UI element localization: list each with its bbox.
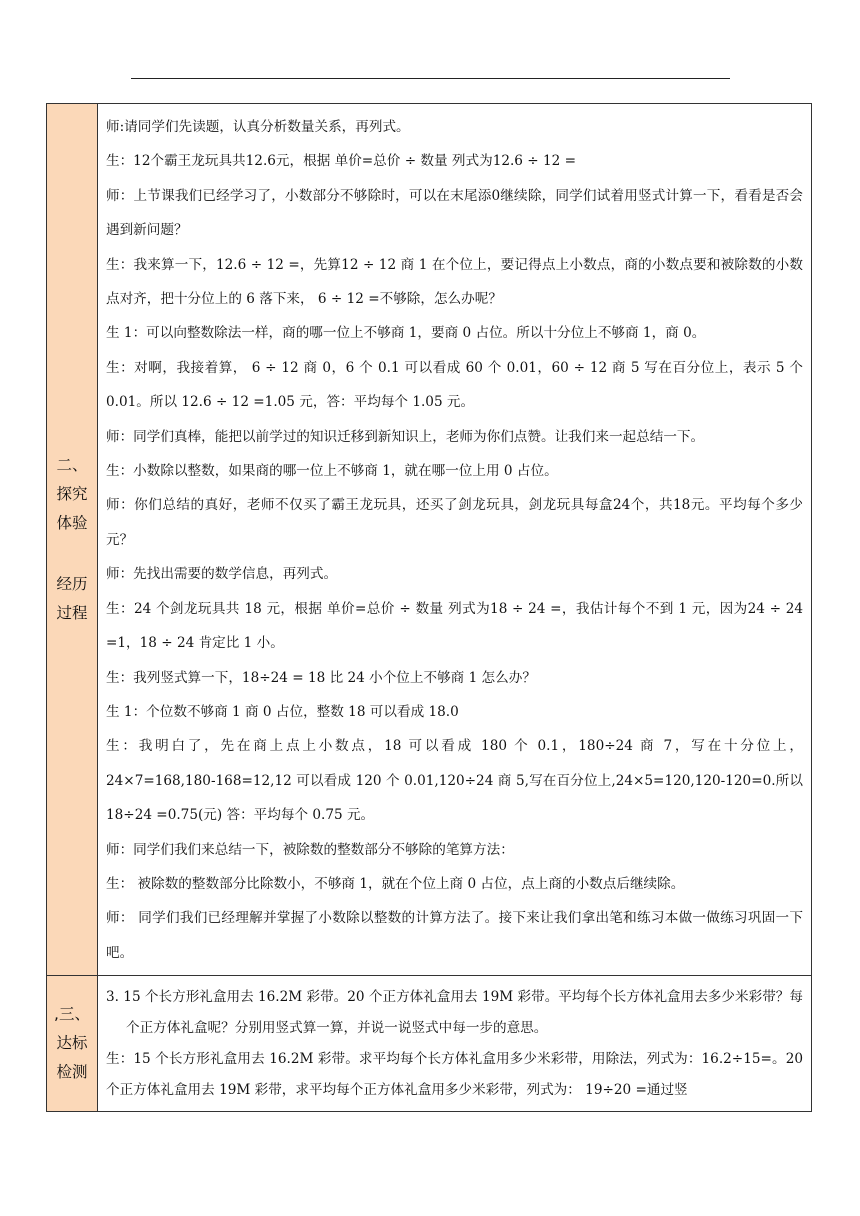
lesson-plan-table bbox=[46, 103, 812, 1112]
dialogue-line: 生：12个霸王龙玩具共12.6元，根据 单价=总价 ÷ 数量 列式为12.6 ÷ 12 = bbox=[106, 153, 576, 170]
dialogue-line: 生：15 个长方形礼盒用去 16.2M 彩带。求平均每个长方体礼盒用多少米彩带，用除法，列式为：16.2÷15=。20 个正方体礼盒用去 19M 彩带，求平均每个正方体礼盒用多少米彩带，列式为： 19÷20 =通过竖 bbox=[106, 1051, 803, 1099]
section-content-cell bbox=[98, 976, 812, 1112]
section-label-line: 达标 bbox=[56, 1034, 88, 1053]
dialogue-line: 师：同学们我们来总结一下，被除数的整数部分不够除的笔算方法： bbox=[106, 841, 514, 858]
section-exploration-row bbox=[47, 104, 812, 976]
dialogue-line: 生：24 个剑龙玩具共 18 元，根据 单价=总价 ÷ 数量 列式为18 ÷ 24 =，我估计每个不到 1 元，因为24 ÷ 24 =1，18 ÷ 24 肯定比 1 小。 bbox=[106, 600, 803, 652]
dialogue-line: 生：我列竖式算一下，18÷24 = 18 比 24 小个位上不够商 1 怎么办？ bbox=[106, 669, 536, 686]
section-label-cell bbox=[47, 976, 98, 1112]
section-content-cell bbox=[98, 104, 812, 976]
dialogue-line: 生 1：个位数不够商 1 商 0 占位，整数 18 可以看成 18.0 bbox=[106, 703, 459, 720]
dialogue-line: 师:请同学们先读题，认真分析数量关系，再列式。 bbox=[106, 119, 410, 135]
section-label-line: 检测 bbox=[56, 1063, 88, 1082]
section-label-line: 过程 bbox=[56, 604, 88, 623]
section-label-line: 二、 bbox=[56, 456, 88, 475]
dialogue-line: 生：我明白了，先在商上点上小数点，18 可以看成 180 个 0.1，180÷24 商 7，写在十分位上，24×7=168,180-168=12,12 可以看成 120 个 0.01,120÷24 商 5,写在百分位上,24×5=120,120-120=0.所以 18÷24 =0.75(元) 答：平均每个 0.75 元。 bbox=[106, 738, 803, 824]
section-assessment-row bbox=[47, 976, 812, 1112]
exercise-question: 3. 15 个长方形礼盒用去 16.2M 彩带。20 个正方体礼盒用去 19M 彩带。平均每个长方体礼盒用去多少米彩带？每个正方体礼盒呢？分别用竖式算一算，并说一说竖式中每一步的意思。 bbox=[106, 989, 803, 1037]
section-label-line: ,三、 bbox=[54, 1005, 90, 1024]
header-rule bbox=[131, 78, 730, 79]
dialogue-line: 师：你们总结的真好，老师不仅买了霸王龙玩具，还买了剑龙玩具，剑龙玩具每盒24个，共18元。平均每个多少元？ bbox=[106, 497, 803, 548]
dialogue-line: 师： 同学们我们已经理解并掌握了小数除以整数的计算方法了。接下来让我们拿出笔和练习本做一做练习巩固一下吧。 bbox=[106, 910, 803, 961]
dialogue-line: 生：我来算一下，12.6 ÷ 12 =，先算12 ÷ 12 商 1 在个位上，要记得点上小数点，商的小数点要和被除数的小数点对齐，把十分位上的 6 落下来， 6 ÷ 12 =不够除，怎么办呢？ bbox=[106, 256, 803, 308]
section-label-line: 体验 bbox=[56, 514, 88, 533]
dialogue-line: 师：上节课我们已经学习了，小数部分不够除时，可以在末尾添0继续除，同学们试着用竖式计算一下，看看是否会遇到新问题？ bbox=[106, 187, 803, 239]
section-label-line: 探究 bbox=[56, 485, 88, 504]
dialogue-line: 生： 被除数的整数部分比除数小，不够商 1，就在个位上商 0 占位，点上商的小数点后继续除。 bbox=[106, 875, 685, 892]
dialogue-line: 生 1：可以向整数除法一样，商的哪一位上不够商 1，要商 0 占位。所以十分位上不够商 1，商 0。 bbox=[106, 325, 706, 342]
dialogue-line: 师：先找出需要的数学信息，再列式。 bbox=[106, 566, 338, 583]
dialogue-line: 生：小数除以整数，如果商的哪一位上不够商 1，就在哪一位上用 0 占位。 bbox=[106, 463, 558, 480]
section-label-cell bbox=[47, 104, 98, 976]
section-label-line: 经历 bbox=[56, 575, 88, 594]
dialogue-line: 生：对啊，我接着算， 6 ÷ 12 商 0，6 个 0.1 可以看成 60 个 0.01，60 ÷ 12 商 5 写在百分位上，表示 5 个 0.01。所以 12.6 ÷ 12 =1.05 元，答：平均每个 1.05 元。 bbox=[106, 359, 803, 411]
dialogue-line: 师：同学们真棒，能把以前学过的知识迁移到新知识上，老师为你们点赞。让我们来一起总结一下。 bbox=[106, 428, 705, 445]
